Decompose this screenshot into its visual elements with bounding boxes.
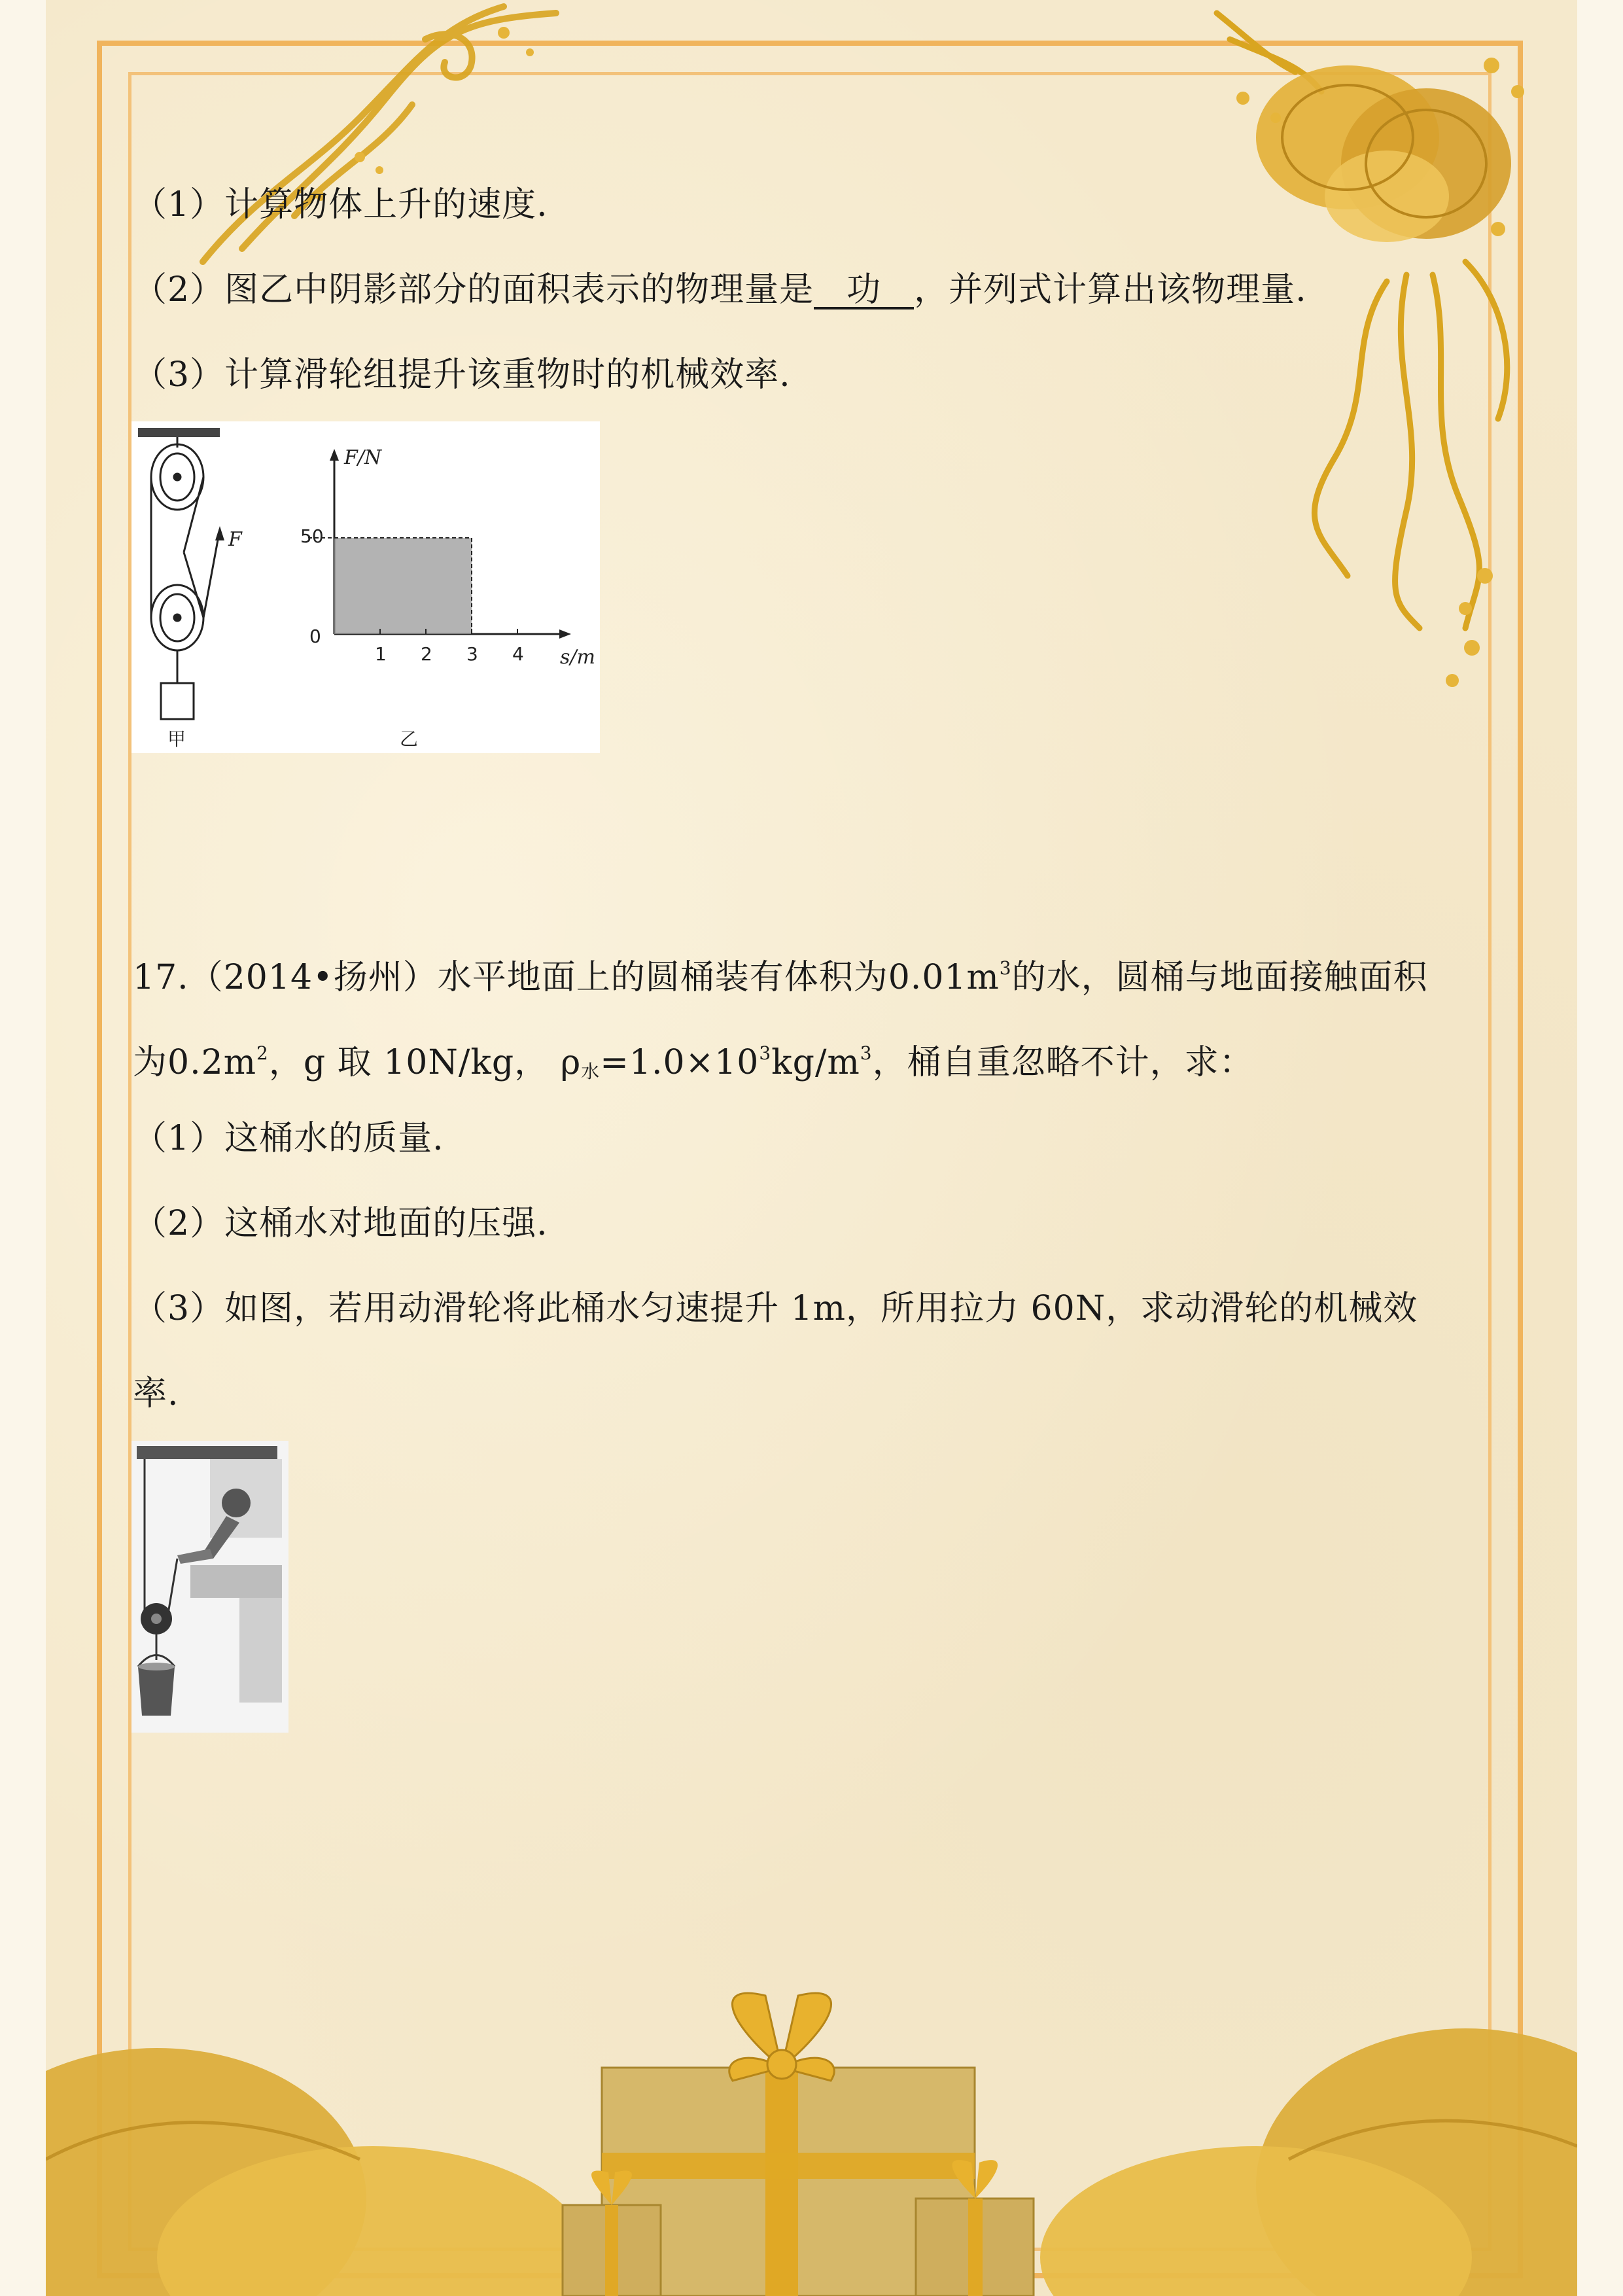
- origin-label: 0: [309, 626, 321, 647]
- gold-lantern-top-right-decoration: [1191, 0, 1557, 707]
- q16-part2-suffix: ，并列式计算出该物理量.: [914, 270, 1307, 309]
- q16-part1: （1）计算物体上升的速度.: [133, 185, 548, 224]
- q17-figure: [131, 1441, 288, 1733]
- force-label: F: [228, 528, 242, 551]
- figure-caption-right: 乙: [400, 728, 419, 750]
- ceiling-beam-2: [137, 1446, 277, 1459]
- q17-part3-line2: 率.: [133, 1374, 179, 1413]
- q17-line2-e: ，桶自重忽略不计，求：: [872, 1043, 1254, 1082]
- x-tick-label-3: 3: [466, 643, 478, 665]
- q17-line2: [133, 1034, 1254, 1091]
- q17-area-exponent: 2: [256, 1042, 269, 1064]
- bow: [729, 1993, 834, 2081]
- y-axis-label: F/N: [344, 446, 382, 469]
- ledge: [190, 1565, 282, 1598]
- q17-line1-text: 17.（2014•扬州）水平地面上的圆桶装有体积为0.01m: [133, 958, 1000, 997]
- q16-part3: （3）计算滑轮组提升该重物时的机械效率.: [133, 355, 791, 395]
- x-tick-label-4: 4: [512, 643, 524, 665]
- q17-figure-svg: [131, 1441, 288, 1733]
- bucket: [138, 1667, 175, 1716]
- q17-part2: （2）这桶水对地面的压强.: [133, 1204, 548, 1243]
- q17-line2-a: 为0.2m: [133, 1043, 257, 1082]
- shaded-work-area: [334, 538, 472, 634]
- q17-rho-subscript: 水: [581, 1061, 601, 1082]
- q17-part3-line1: （3）如图，若用动滑轮将此桶水匀速提升 1m，所用拉力 60N，求动滑轮的机械效: [133, 1289, 1418, 1328]
- force-arrow: [215, 526, 224, 540]
- q17-line1-tail: 的水，圆桶与地面接触面积: [1011, 958, 1428, 997]
- figure-caption-left: 甲: [167, 728, 186, 750]
- q17-line1: [133, 949, 1428, 997]
- page-margin-right: [1577, 0, 1623, 2296]
- q16-part2-prefix: （2）图乙中阴影部分的面积表示的物理量是: [133, 270, 814, 309]
- q17-unit-exponent: 3: [860, 1042, 873, 1064]
- gift-box-decoration: [550, 1956, 1086, 2296]
- q16-part2: [133, 270, 1307, 309]
- f-s-graph: [300, 446, 595, 669]
- ceiling-beam: [138, 428, 220, 437]
- pulley-system: [151, 437, 220, 719]
- hanging-block: [161, 683, 194, 719]
- x-tick-label-1: 1: [375, 643, 387, 665]
- q17-line2-b: ，g 取 10N/kg， ρ: [268, 1043, 582, 1082]
- q17-part1: （1）这桶水的质量.: [133, 1119, 444, 1158]
- q16-figure: [131, 421, 600, 753]
- q17-power-exponent: 3: [759, 1042, 772, 1064]
- q17-line2-c: =1.0×10: [600, 1043, 759, 1082]
- q17-line2-d: kg/m: [771, 1043, 860, 1082]
- page-margin-left: [0, 0, 46, 2296]
- x-axis-label: s/m: [560, 646, 595, 669]
- q16-answer-blank: 功: [814, 273, 914, 309]
- y-tick-50: 50: [300, 525, 324, 547]
- q16-figure-svg: [131, 421, 600, 753]
- q17-volume-exponent: 3: [999, 957, 1012, 979]
- x-tick-label-2: 2: [421, 643, 432, 665]
- gold-swirl-top-left-decoration: [164, 0, 582, 275]
